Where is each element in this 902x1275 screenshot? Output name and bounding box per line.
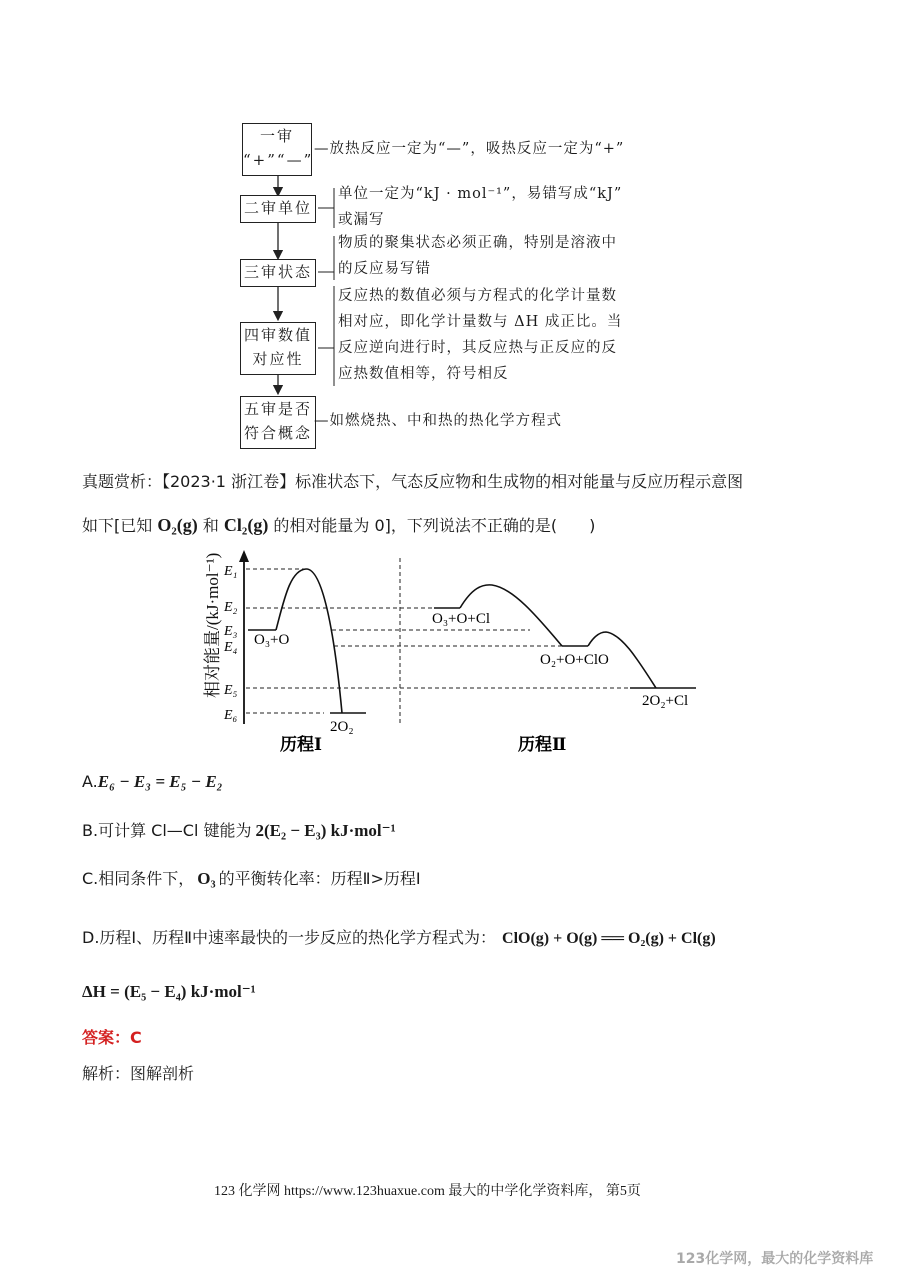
step-3-box (240, 259, 316, 287)
level-label-e3: E₃ (224, 624, 238, 639)
step-4-subtitle: 对应性 (252, 350, 304, 368)
level-label-e1: E₁ (224, 564, 238, 579)
species-o3-o-cl: O₃+O+Cl (432, 611, 490, 627)
option-d-enthalpy: ΔH = (E₅ − E₄) kJ·mol⁻¹ (82, 982, 256, 1001)
step-4-box (240, 322, 316, 375)
species-2o2-cl: 2O₂+Cl (642, 693, 689, 709)
step-5-desc: —如燃烧热、中和热的热化学方程式 (314, 413, 562, 429)
page-footer: 123 化学网 https://www.123huaxue.com 最大的中学化学资料库， 第5页 (214, 1184, 641, 1199)
step-5-title: 五审是否 (243, 400, 312, 418)
step-2-title: 二审单位 (243, 199, 312, 217)
o2-formula: O₂(g) (157, 515, 198, 535)
step-1-desc: —放热反应一定为“—”，吸热反应一定为“+” (314, 141, 625, 157)
step-4-title: 四审数值 (243, 326, 312, 344)
y-axis-label: 相对能量/(kJ·mol⁻¹) (203, 552, 222, 698)
energy-guides (246, 558, 638, 726)
step-2-bracket (314, 184, 338, 234)
step-1-box (242, 123, 312, 176)
option-c: C.相同条件下， O₃ 的平衡转化率：历程Ⅱ>历程Ⅰ (82, 869, 421, 888)
energy-diagram (190, 548, 720, 763)
species-2o2: 2O₂ (330, 719, 354, 735)
level-label-e6: E₆ (224, 708, 238, 723)
option-a-math: E₆ − E₃ = E₅ − E₂ (97, 772, 223, 791)
analysis: 解析：图解剖析 (82, 1064, 195, 1083)
path1-label: 历程Ⅰ (280, 735, 322, 754)
question-stem-line1: 真题赏析：【2023·1 浙江卷】标准状态下，气态反应物和生成物的相对能量与反应历程示意图 (82, 472, 744, 491)
cl2-formula: Cl₂(g) (223, 515, 269, 535)
path2-curve (434, 585, 696, 688)
y-axis-arrow (239, 550, 249, 562)
path2-label: 历程Ⅱ (518, 735, 567, 754)
level-label-e2: E₂ (224, 600, 238, 615)
watermark: 123化学网，最大的化学资料库 (676, 1251, 874, 1267)
answer: 答案：C (82, 1028, 142, 1047)
step-5-box (240, 396, 316, 449)
option-c-math: O₃ (197, 869, 216, 888)
option-d: D.历程Ⅰ、历程Ⅱ中速率最快的一步反应的热化学方程式为： ClO(g) + O(g) ══ O₂(g) + Cl(g) (82, 928, 716, 947)
step-2-box (240, 195, 316, 223)
level-label-e4: E₄ (224, 640, 238, 655)
level-label-e5: E₅ (224, 683, 238, 698)
step-3-title: 三审状态 (243, 263, 312, 281)
option-b: B.可计算 Cl—Cl 键能为 2(E₂ − E₃) kJ·mol⁻¹ (82, 821, 396, 840)
option-b-math: 2(E₂ − E₃) kJ·mol⁻¹ (255, 821, 396, 840)
step-1-subtitle: “+”“—” (243, 151, 314, 169)
step-3-desc: 物质的聚集状态必须正确，特别是溶液中 的反应易写错 (338, 235, 617, 277)
species-o2-o-clo: O₂+O+ClO (540, 652, 609, 668)
step-4-desc: 反应热的数值必须与方程式的化学计量数 相对应，即化学计量数与 ΔH 成正比。当 反应逆向进行时，其反应热与正反应的反 应热数值相等，符号相反 (338, 288, 623, 382)
step-1-title: 一审 (259, 127, 294, 145)
option-a: A.E₆ − E₃ = E₅ − E₂ (82, 772, 223, 791)
species-o3-o: O₃+O (254, 632, 290, 648)
step-3-bracket (314, 232, 338, 284)
option-d-equation: ClO(g) + O(g) ══ O₂(g) + Cl(g) (502, 930, 716, 947)
step-4-bracket (314, 282, 338, 392)
question-stem-line2: 如下[已知 O₂(g) 和 Cl₂(g) 的相对能量为 0]，下列说法不正确的是( ) (82, 515, 596, 535)
step-2-desc: 单位一定为“kJ · mol⁻¹”，易错写成“kJ” 或漏写 (338, 186, 623, 228)
step-5-subtitle: 符合概念 (243, 424, 312, 442)
